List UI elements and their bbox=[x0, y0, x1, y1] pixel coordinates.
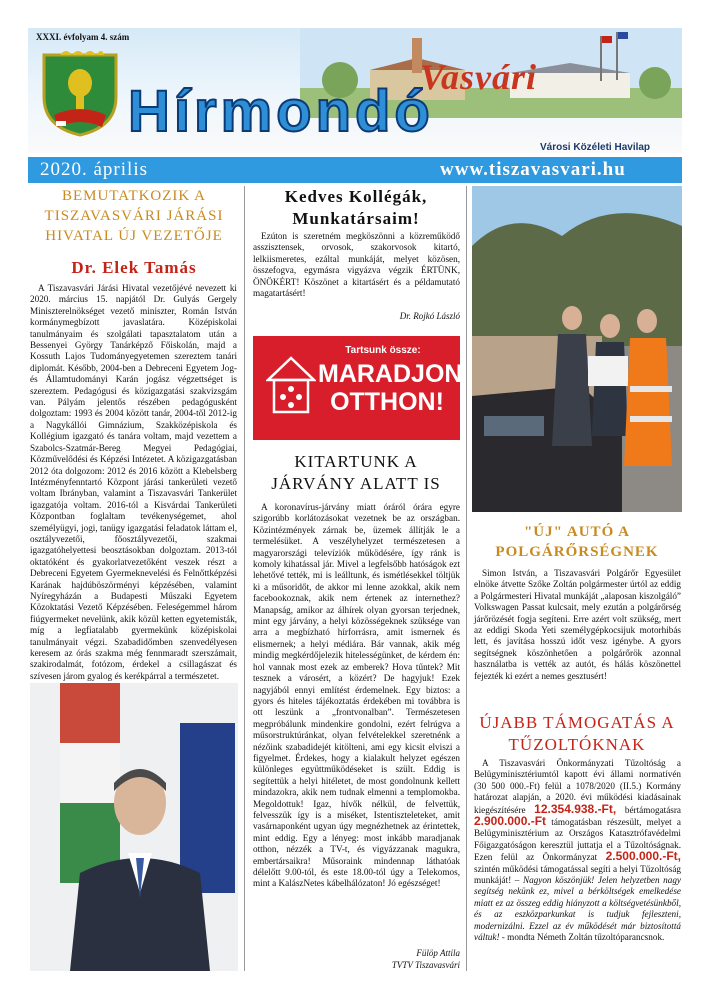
left-person-name: Dr. Elek Tamás bbox=[71, 258, 197, 277]
masthead-subtitle: Városi Közéleti Havilap bbox=[540, 142, 651, 153]
banner-big-line-1: MARADJON bbox=[318, 360, 463, 388]
left-article-text: A Tiszavasvári Járási Hivatal vezetőjévé nevezett ki 2020. március 15. napjától Dr. Gulyás Gergely Miniszterelnökséget vezető miniszter, Román István kormánymegbízott javaslatára. Középiskolai tanulmányaim és szolgálati tapasztalatom után a Bessenyei György Tanárképző Főiskolán, majd a Kossuth Lajos Tudományegyetemen szereztem tanári diplomát. Később, 2004-ben a Debreceni Egyetem Jog- és Államtudományi Karán jogász végzettséget is szereztem. Pedagógusi és közigazgatási szakvizsgám van. Pályám jelentős részében pedagógusként dolgoztam: 1993 és 2004 között tanár, 2004-től 2012-ig a Nagykállói Gimnázium, Szakközépiskola és Kollégium igazgató és tanára voltam, majd vezettem a Szabolcs-Szatmár-Bereg Megyei Pedagógiai, Közművelődési és Képzési Intézetet. A közigazgatásban 2012 óta dolgozom: 2012 és 2016 között a Klebelsberg Intézményfenntartó Központ járási tankerületi vezető voltam Ibrányban, valamint a Tiszavasvári Tankerület igazgatója voltam. 2016-tól a Kisvárdai Tankerületi Központban foglaltam tevékenységemet, ahol személyügyi, jogi, tanügy igazgatási feladatok láttam el, osztályvezetői, főosztályvezetői, szakmai igazgatóhelyettesi beosztásokban dolgoztam. 2013-tól oktatóként és gyakorlatvezetőként veszek részt a Debreceni Egyetem Gyermeknevelési és Felnőttképzési Karának hajdúböszörményi képzésében, valamint Nyíregyházán a Budapesti Műszaki Egyetem Közoktatási Vezető Képzésében. Feleségemmel három fiúgyermeket nevelünk, akik közül ketten egyetemisták, míg a legfiatalabb gyermekünk középiskolai tanulmányait végzi. Szabadidőmben szenvedélyesen keresem az órás szakma még fennmaradt szerszámait, szakirodalmát, fotózom, érdekel a csillagászat és szívesen járom gyalog és kerékpárral a természetet. bbox=[30, 283, 237, 681]
middle-signature-1: Dr. Rojkó László bbox=[399, 311, 460, 321]
right-article-1 bbox=[474, 568, 681, 682]
right-article-2-text-d: szintén működési támogatással segíti a helyi Tűzoltóság munkáját! – bbox=[474, 863, 681, 886]
amount-3: 2.500.000.-Ft, bbox=[605, 849, 681, 864]
column-divider bbox=[244, 186, 245, 971]
right-article-2-text-a: A Tiszavasvári Önkormányzati Tűzoltóság a Belügyminisztériumtól kapott évi állami normatívén (30 500 000.-Ft) felül a 1078/2020 (II.5.) Kormány határozat alapján, a 2020. évi működési kiadásainak kiegészítésére bbox=[474, 758, 681, 815]
right-heading-1: "ÚJ" AUTÓ A POLGÁRŐRSÉGNEK bbox=[495, 524, 659, 560]
middle-heading-2: KITARTUNK A JÁRVÁNY ALATT IS bbox=[271, 452, 441, 493]
middle-article-1 bbox=[253, 231, 460, 299]
left-heading: BEMUTATKOZIK A TISZAVASVÁRI JÁRÁSI HIVATAL ÚJ VEZETŐJE bbox=[44, 188, 224, 244]
middle-article-1-text: Ezúton is szeretném megköszönni a közreműködő asszisztensek, orvosok, szakorvosok kitartó, lelkiismeretes, ezáltal munkáját, melyet közösen, összefogva, egymásra vigyázva végzik ÉRTÜNK, ÖNÖKÉRT! Köszönet a kitartásért és a példamutató magatartásért! bbox=[253, 231, 460, 299]
town-crest-icon bbox=[40, 45, 120, 137]
right-article-1-text: Simon István, a Tiszavasvári Polgárőr Egyesület elnöke átvette Szőke Zoltán polgármester úrtól az eddig a Polgármesteri Hivatal munkáját „alaposan kiszolgáló” Volkswagen Passat kulcsait, mely ezután a polgárőrség járőrözését fogja segíteni. Erre azért volt szükség, mert az eddigi Skoda Yeti személygépkocsijuk motorhibás lett, és javítása hosszú időt vesz igénybe. A gyors segítségnek köszönhetően a polgárőrök azonnal használatba is vették az autót, és hálás köszönettel fejezték ki ezért a nemes gesztusért! bbox=[474, 568, 681, 681]
banner-small-text: Tartsunk össze: bbox=[345, 345, 421, 356]
website-link[interactable]: www.tiszavasvari.hu bbox=[440, 159, 626, 180]
handover-photo bbox=[472, 186, 682, 512]
title-vasvari: Vasvári bbox=[420, 57, 538, 97]
issue-date: 2020. április bbox=[40, 159, 148, 180]
commander-quote: Nagyon köszönjük! Jelen helyzetben nagy segítség nekünk ez, mivel a bérköltségek emelkedése miatt ez az összeg eddig hiányzott a költségvetésünkből, és az eszközparkunkat is tudjuk fejleszteni, modernizálni. Ezzel az év működését már biztosítottá váltuk! - bbox=[474, 875, 682, 943]
issue-number: XXXI. évfolyam 4. szám bbox=[36, 32, 130, 42]
middle-heading-1: Kedves Kollégák, Munkatársaim! bbox=[284, 187, 428, 228]
right-article-2-text-b: bértámogatásra bbox=[624, 804, 681, 815]
amount-1: 12.354.938.-Ft, bbox=[534, 801, 617, 816]
amount-2: 2.900.000.-Ft bbox=[474, 814, 547, 829]
house-people-icon bbox=[266, 354, 316, 418]
right-article-2 bbox=[474, 758, 681, 944]
quote-attribution: mondta Németh Zoltán tűzoltóparancsnok. bbox=[507, 932, 665, 943]
left-article-body bbox=[30, 283, 237, 683]
title-hirmondo: Hírmondó bbox=[128, 79, 434, 144]
middle-signature-2b: TVTV Tiszavasvári bbox=[391, 960, 460, 970]
right-heading-2: ÚJABB TÁMOGATÁS A TŰZOLTÓKNAK bbox=[479, 713, 675, 754]
portrait-photo bbox=[30, 683, 238, 971]
right-article-2-text-c: támogatásban részesült, melyet a Belügyminisztérium az Országos Katasztrófavédelmi Főigazgatóságon keresztül juttatja el a Tűzoltóságnak. Ezen felül az Önkormányzat bbox=[474, 817, 681, 863]
middle-article-2 bbox=[253, 502, 460, 948]
middle-article-2-text: A koronavírus-járvány miatt óráról órára egyre szigorúbb korlátozásokat vezetnek be az országban. Közintézmények zárnak be, üzemek állítják le a termelésüket. A veszélyhelyzet természetesen a magyarországi televíziók működésére, így ránk is komoly kihatással jár. Mivel a legfelsőbb hatóságok ezt lehetővé tették, mi is leálltunk, és ismétlésekkel töltjük ki a műsoridőt, de akkor mi lenne azokkal, akik nem facebookoznak, akik nem értenek az internethez? Manapság, amikor az álhírek olyan gyorsan terjednek, mint egy járvány, a helyi közösségeknek szüksége van arra a megbízható hírforrásra, amit ismernek és elismernek; a helyi médiára. Bár vannak, akik még mindig megkérdőjelezik hitelességünket, de kérdem én: hol vannak most ezek az emberek? Hova tűntek? Mit tesznek a városért, a közért? De hagyjuk! Ezek nagyjából ennyi említést érdemelnek. Egy biztos: a gyors és hiteles tájékoztatás érdekében mi továbbra is ott leszünk a „frontvonalban”. Természetesen megpróbálunk mindenkire gondolni, ezért felrúgva a műsorstruktúránkat, olyan felvételekkel szeretnénk a nézőink szabadidejét kitölteni, ami egy kicsit elviszi a figyelmet. Érdekes, hogy a kialakult helyzet egészen különleges együttműködéseket is szült. Eddig is segítettük a helyi hitéletet, de most gondolnunk kellett mindazokra, akik nem tudnak elmenni a templomokba. Megoldottuk! Igaz, hívők nélkül, de felvettük, felvesszük így is a miséket, Istentiszteleteket, amit vasárnaponként ugyan úgy megnézhetnek az érintettek, mint eddig. Egy a lényeg: most inkább maradjanak otthon, nézzék a TV-t, és vigyázzanak magukra, embertársaikra! Műsoraink mindennap láthatóak délelőtt 9.00-tól, és este 18.00-tól úgy a Telekomos, mint a KalászNetes kábelhálózaton! Jó egészséget! bbox=[253, 502, 460, 889]
column-divider bbox=[466, 186, 467, 971]
banner-big-text bbox=[318, 360, 463, 416]
banner-big-line-2: OTTHON! bbox=[330, 388, 444, 416]
middle-signature-2a: Fülöp Attila bbox=[416, 948, 460, 958]
